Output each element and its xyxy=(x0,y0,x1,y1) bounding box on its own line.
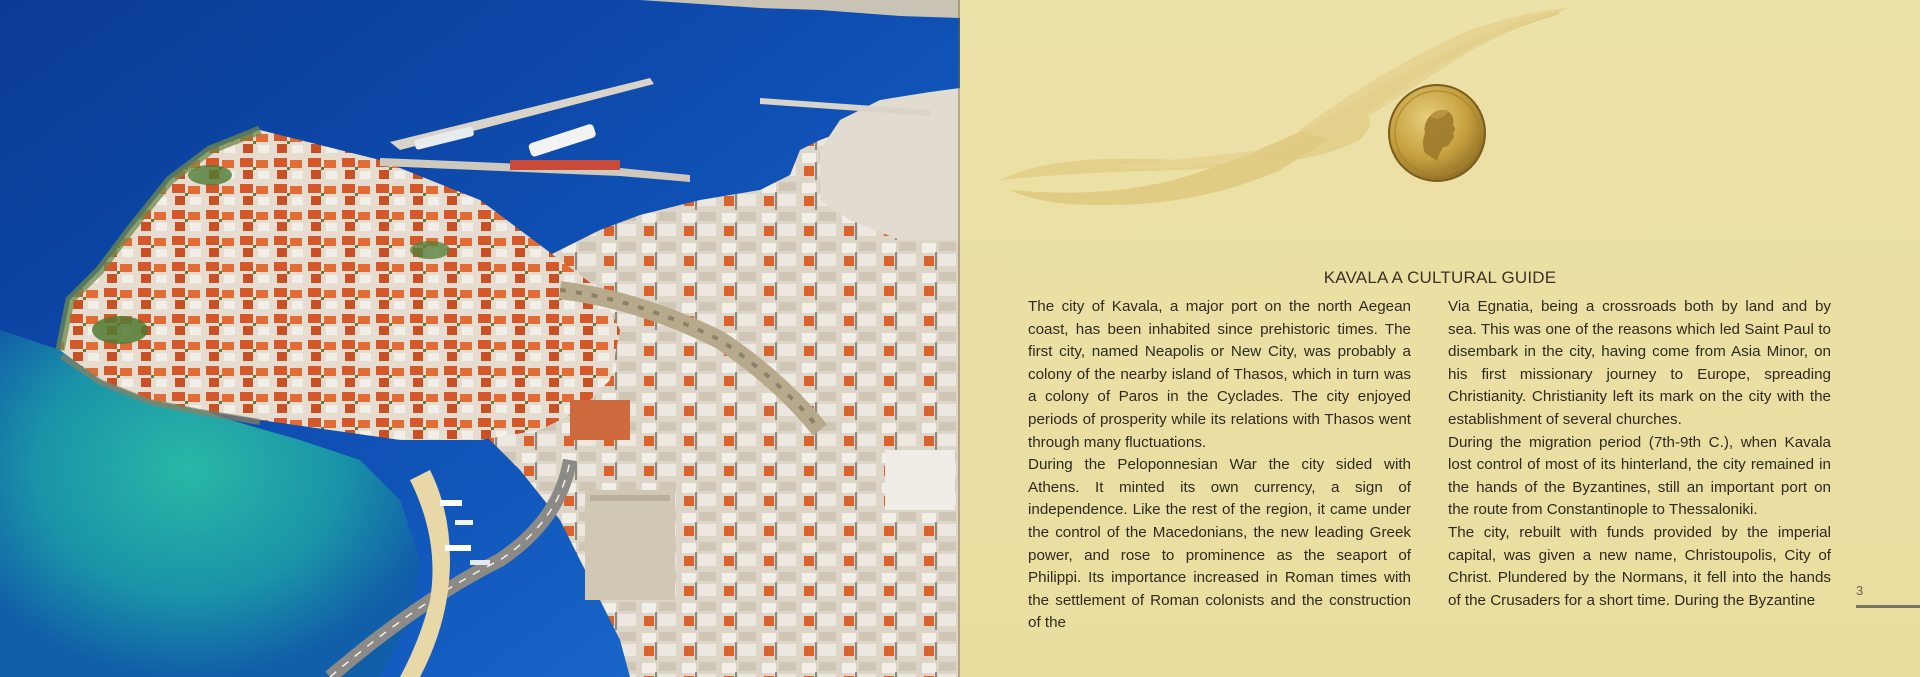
paragraph: During the migration period (7th-9th C.), when Kavala lost control of most of its hinterland, the city remained in the hands of the Byzantines, still an important port on the route from Constantinople to Thessaloniki. xyxy=(1448,433,1831,519)
text-page xyxy=(960,0,1920,677)
paragraph: The city, rebuilt with funds provided by the imperial capital, was given a new name, Christoupolis, City of Christ. Plundered by the Normans, it fell into the hands of the Crusaders for a short time. During the Byzantine xyxy=(1448,523,1831,609)
page-rule xyxy=(1856,605,1920,608)
text-column-right xyxy=(1448,296,1831,612)
text-column-left xyxy=(1028,296,1411,635)
page-title: KAVALA A CULTURAL GUIDE xyxy=(1323,268,1557,287)
ancient-coin-emblem xyxy=(1387,83,1487,183)
page-number: 3 xyxy=(1856,583,1864,598)
paragraph: During the Peloponnesian War the city sided with Athens. It minted its own currency, a sign of independence. Like the rest of the region, it came under the control of the Macedonians, the new leading Greek power, and rose to prominence as the seaport of Philippi. Its importance increased in Roman times with the settlement of Roman colonists and the construction of the xyxy=(1028,456,1411,632)
paragraph: Via Egnatia, being a crossroads both by land and by sea. This was one of the reasons which led Saint Paul to disembark in the city, having come from Asia Minor, on his first missionary journey to Europe, spreading Christianity. Christianity left its mark on the city with the establishment of several churches. xyxy=(1448,298,1831,428)
decorative-swirl xyxy=(1000,0,1620,220)
paragraph: The city of Kavala, a major port on the north Aegean coast, has been inhabited since prehistoric times. The first city, named Neapolis or New City, was probably a colony of the nearby island of Thasos, which in turn was a colony of Paros in the Cyclades. The city enjoyed periods of prosperity while its relations with Thasos went through many fluctuations. xyxy=(1028,298,1411,451)
